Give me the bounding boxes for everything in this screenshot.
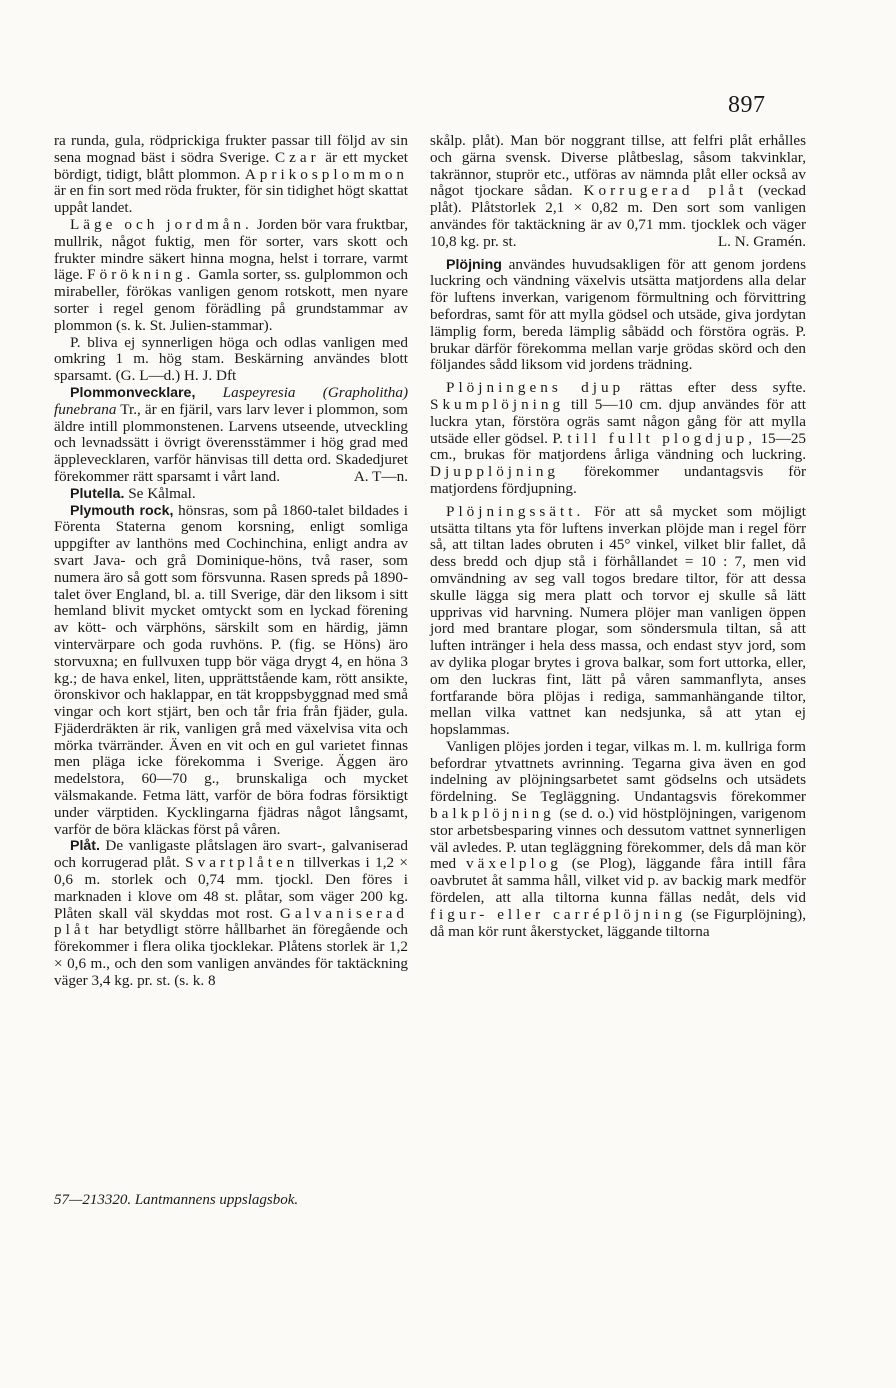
paragraph-djup bbox=[430, 380, 806, 498]
latin-name: Laspeyresia (Grapholitha) funebrana bbox=[54, 383, 408, 418]
entry-heading: Plöjning bbox=[446, 256, 502, 273]
text: användes huvudsakligen för att genom jordens luckring och vändning växelvis utsätta matjordens alla delar för luftens inverkan, varigenom förmultning och förvittring befordras, samt för att mylla gödsel och utsäde, giva jordytan lämplig form, bereda lämplig såbädd och förstöra ogräs. P. brukar därför förekomma mellan varje grödas skörd och den följandes sådd liksom vid jordens trädning. bbox=[430, 255, 806, 374]
text: Jorden bör vara fruktbar, mullrik, något fuktig, men för sorter, vars skott och frukter mindre säkert hinna mogna, helst i torrare, varmt läge. bbox=[54, 215, 408, 284]
text: är ett mycket bördigt, tidigt, blått plommon. bbox=[54, 148, 409, 183]
text: Se Kålmal. bbox=[128, 484, 196, 502]
term-czar: Czar bbox=[275, 148, 320, 166]
entry-heading: Plommonvecklare, bbox=[70, 384, 196, 401]
text: förekommer undantagsvis för matjordens fördjupning. bbox=[430, 463, 806, 497]
term-fullt-plogdjup: till fullt plogdjup, bbox=[567, 429, 757, 447]
entry-plommonvecklare bbox=[54, 385, 408, 486]
entry-plymouth-rock bbox=[54, 503, 408, 839]
text: Vanligen plöjes jorden i tegar, vilkas m. l. m. kullriga form befordrar ytvattnets avrinning. Tegarna giva även en god indelning av plöjningsarbetet samt gödselns och utsädets fördelning. Se Tegläggning. Undantagsvis förekommer bbox=[430, 737, 806, 806]
term-lage: Läge och jordmån. bbox=[70, 215, 253, 233]
paragraph-p-bliva bbox=[54, 335, 408, 385]
term-balkplojning: balkplöjning bbox=[430, 805, 555, 823]
text: har betydligt större hållbarhet än föregående och förekommer i flera olika tjocklekar. Plåtens storlek är 1,2 × 0,6 m., och den som vanligen användes för taktäckning väger 3,4 kg. pr. st. (s. k. 8 bbox=[54, 921, 409, 989]
term-skumplojning: Skumplöjning bbox=[430, 395, 565, 413]
text: hönsras, som på 1860-talet bildades i Förenta Staterna genom korsning, enligt somliga uppgifter av lanthöns med Cochinchina, enligt andra av svart Java- och grå Dominique-höns, två raser, som numera äro så gott som försvunna. Rasen spreds på 1890-talet över England, bl. a. till Sverige, där den liksom i sitt hemland blivit mycket omtyckt som en lyckad förening av kött- och värphöns, särskilt som en härdig, jämn vintervärpare och goda ruvhöns. P. (fig. se Höns) äro storvuxna; en fullvuxen tupp bör väga drygt 4, en höna 3 kg.; de hava enkel, liten, upprättstående kam, rött ansikte, öronskivor och haklappar, en tät kroppsbyggnad med små vingar och kort stjärt, ben och tår fria från fjäder, gula. Fjäderdräkten är rik, vanligen grå med växelvisa vita och mörka tvärränder. Även en vit och en gul varietet finnas men pläga icke förekomma i Sverige. Äggen äro medelstora, 60—70 g., brunskaliga och mycket välsmakande. Fetma lätt, varför de böra fodras försiktigt under värptiden. Kycklingarna fjädras något långsamt, varför de böra kläckas först på våren. bbox=[54, 501, 408, 838]
entry-heading: Plåt. bbox=[70, 838, 100, 855]
paragraph-plojningssatt bbox=[430, 504, 806, 739]
text: Tr., är en fjäril, vars larv lever i plommon, som äldre intill plommonstenen. Larvens utseende, utveckling och levnadssätt i övrigt överensstämmer i hög grad med äpplevecklaren, varför hänvisas till detta ord. Skadedjuret förekommer rätt sparsamt i vårt land. bbox=[54, 400, 408, 485]
text: ra runda, gula, rödprickiga frukter passar till följd av sin sena mognad bäst i södra Sverige. bbox=[54, 132, 408, 166]
left-column bbox=[54, 133, 408, 990]
term-plojningssatt: Plöjningssätt. bbox=[446, 502, 585, 520]
paragraph-lage bbox=[54, 217, 408, 335]
text: De vanligaste plåtslagen äro svart-, galvaniserad och korrugerad plåt. bbox=[54, 837, 409, 872]
signature: A. T—n. bbox=[353, 467, 408, 485]
text: till 5—10 cm. djup användes för att luckra ytan, förstöra ogräs samt någon gång för att mylla utsäde eller gödsel. P. bbox=[430, 395, 806, 447]
term-aprikosplommon: Aprikosplommon bbox=[244, 165, 409, 183]
term-forokning: Förökning. bbox=[87, 266, 195, 284]
text: är en fin sort med röda frukter, för sin tidighet högt skattat uppåt landet. bbox=[54, 182, 408, 217]
text: (veckad plåt). Plåtstorlek 2,1 × 0,82 m. Den sort som vanligen användes för taktäckning är av 0,71 mm. tjocklek och väger 10,8 kg. pr. st. bbox=[430, 182, 807, 250]
text: (se Plog), läggande fåra intill fåra oavbrutet åt samma håll, vilket vid p. av backig mark medför fördelen, att alla tiltorna kunna fällas nedåt, dels vid bbox=[430, 855, 807, 907]
entry-heading: Plymouth rock, bbox=[70, 502, 174, 519]
text: P. bliva ej synnerligen höga och odlas vanligen med omkring 1 m. hög stam. Beskärning användes blott sparsamt. bbox=[54, 333, 408, 385]
text: (se Figurplöjning), då man kör runt åkerstycket, läggande tiltorna bbox=[430, 905, 807, 940]
paragraph-tegar bbox=[430, 739, 806, 941]
signature: (G. L—d.) H. J. Dft bbox=[115, 367, 237, 385]
term-svartplat: Svartplåten bbox=[185, 854, 299, 872]
term-vaxelplog: växelplog bbox=[466, 855, 562, 873]
page-footer: 57—213320. Lantmannens uppslagsbok. bbox=[54, 1192, 299, 1208]
right-column bbox=[430, 133, 806, 940]
text: För att så mycket som möjligt utsätta tiltans yta för luftens inverkan plöjde man i regel förr så, att tiltan lades obruten i 45° vinkel, vilket blir fallet, då dess bredd och djup stå i förhållandet = 10 : 7, men vid omvändning av seg vall togos bredare tiltor, för att dessa skulle lägga sig mera platt och torvor ej skulle så lätt upprivas vid harvning. Numera plöjer man vanligen öppen jord med brantare plogar, som söndersmula tiltan, så att luften intränger i hela dess massa, och endast styv jord, som av dylika plogar brytes i grova balkar, som fort uttorka, eller, om den luckras fint, lätt på våren sammanflyta, anses fortfarande böra plöjas i rediga, sammanhängande tiltor, mellan vilka vattnet kan nedsjunka, så att ytan ej hopslammas. bbox=[430, 502, 807, 739]
text: skålp. plåt). Man bör noggrant tillse, att felfri plåt erhålles och gärna svensk. Diverse plåtbeslag, såsom takvinklar, takrännor, stuprör etc., utföras av nämnda plåt eller också av något tjockare sådan. bbox=[430, 132, 806, 200]
entry-plojning bbox=[430, 257, 806, 375]
page-number: 897 bbox=[728, 92, 766, 118]
text: rättas efter dess syfte. bbox=[639, 379, 807, 397]
entry-plutella bbox=[54, 486, 408, 503]
paragraph-plommon-cont bbox=[54, 133, 408, 217]
text: 15—25 cm., brukas för matjordens årliga vändning och luckring. bbox=[430, 429, 807, 464]
term-korrugerad: Korrugerad plåt bbox=[583, 182, 748, 200]
entry-plat bbox=[54, 838, 408, 989]
signature: L. N. Gramén. bbox=[717, 232, 806, 250]
term-djup: Plöjningens djup bbox=[446, 379, 625, 397]
text: tillverkas i 1,2 × 0,6 m. storlek och 0,74 mm. tjockl. Den föres i marknaden i klove om 48 st. plåtar, som väger 200 kg. Plåten skall väl skyddas mot rost. bbox=[54, 854, 408, 922]
text: (se d. o.) vid höstplöjningen, varigenom stor arbetsbesparing vinnes och dessutom vattnet synnerligen väl avledes. P. utan tegläggning förekommer, dels då man kör med bbox=[430, 805, 807, 873]
entry-heading: Plutella. bbox=[70, 485, 125, 502]
text: Gamla sorter, ss. gulplommon och mirabeller, förökas vanligen genom rotskott, men nyare sorter i regel genom förädling på grundstammar av plommon (s. k. St. Julien-stammar). bbox=[54, 266, 408, 334]
term-galvaniserad: Galvaniserad plåt bbox=[54, 904, 408, 939]
paragraph-plat-cont bbox=[430, 133, 806, 251]
term-djupplojning: Djupplöjning bbox=[430, 463, 560, 481]
term-figurplojning: figur- eller carréplöjning bbox=[430, 905, 687, 923]
